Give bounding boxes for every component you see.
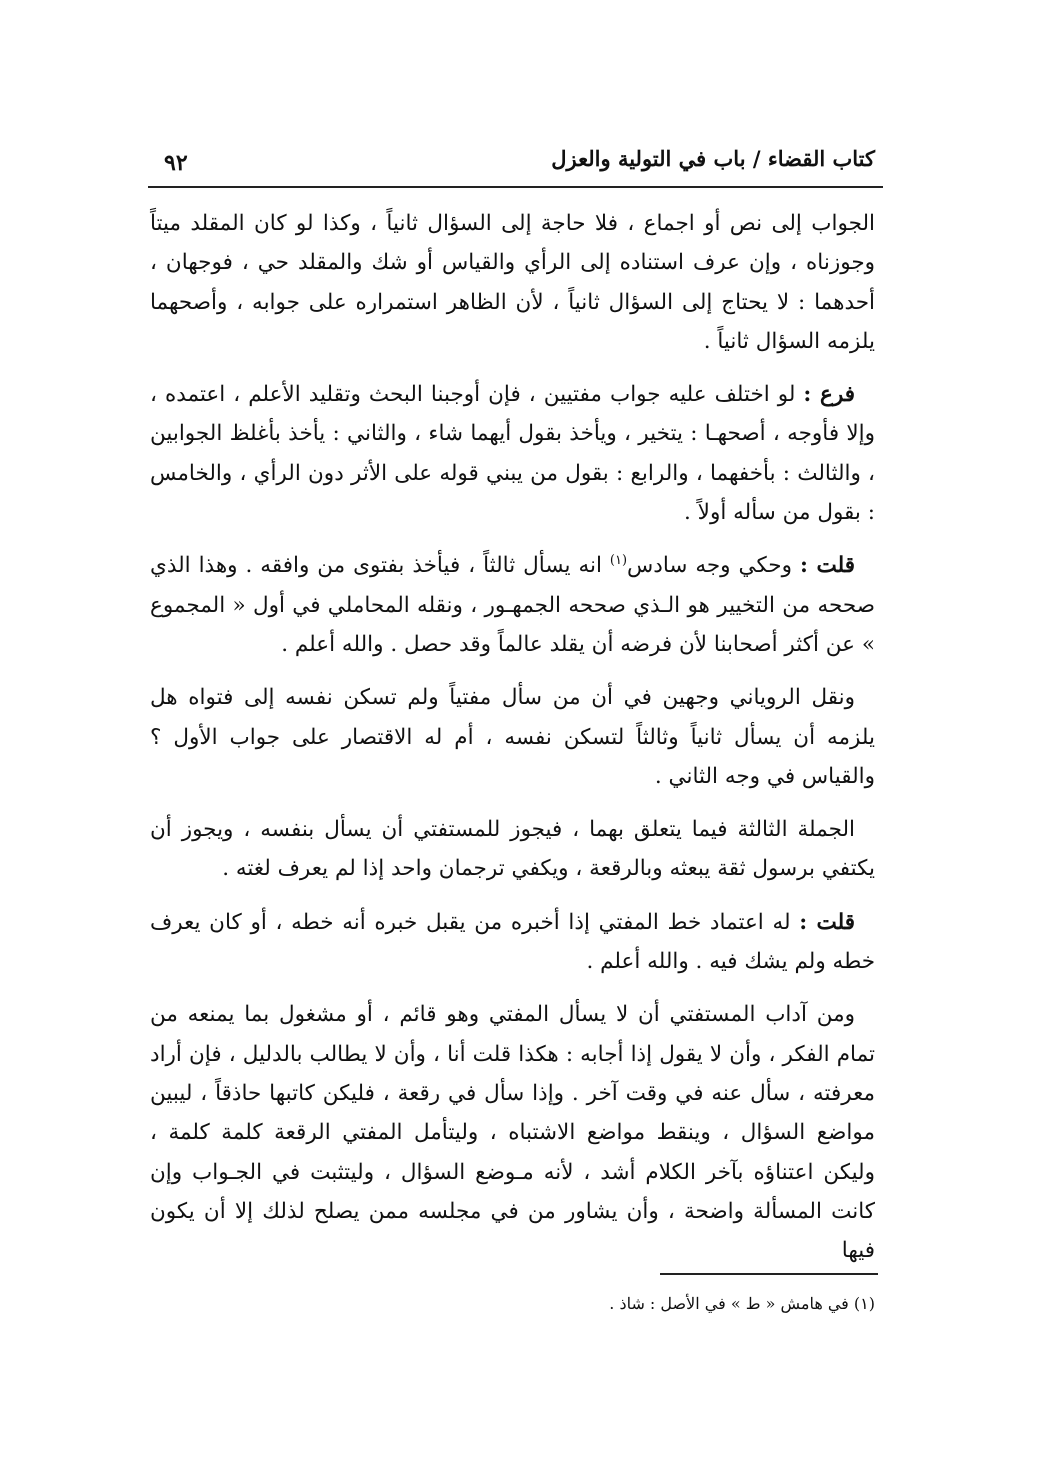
footnote-divider — [660, 1273, 878, 1275]
paragraph-text-before-note: وحكي وجه سادس — [627, 553, 800, 579]
paragraph-text: انه يسأل ثالثاً ، فيأخذ بفتوى من وافقه . وهذا الذي صححه من التخيير هو الـذي صححه الجمهـور ، ونقله المحاملي في أول « المجموع » عن أكثر أصحابنا لأن فرضه أن يقلد عالماً وقد حصل . والله أعلم . — [150, 553, 875, 657]
paragraph-lead: قلت : — [799, 909, 855, 935]
paragraph-text: ومن آداب المستفتي أن لا يسأل المفتي وهو قائم ، أو مشغول بما يمنعه من تمام الفكر ، وأن لا يقول إذا أجابه : هكذا قلت أنا ، وأن لا يطالب بالدليل ، فإن أراد معرفته ، سأل عنه في وقت آخر . وإذا سأل في رقعة ، فليكن كاتبها حاذقاً ، ليبين مواضع السؤال ، وينقط مواضع الاشتباه ، وليتأمل المفتي الرقعة كلمة كلمة ، وليكن اعتناؤه بآخر الكلام أشد ، لأنه مـوضع السؤال ، وليتثبت في الجـواب وإن كانت المسألة واضحة ، وأن يشاور من في مجلسه ممن يصلح لذلك إلا أن يكون فيها — [150, 1002, 875, 1264]
footnote — [150, 1292, 875, 1316]
page-number: ٩٢ — [164, 150, 188, 176]
paragraph-5 — [150, 810, 875, 889]
paragraph-6 — [150, 903, 875, 982]
body-text — [150, 204, 875, 1284]
paragraph-text: الجملة الثالثة فيما يتعلق بهما ، فيجوز للمستفتي أن يسأل بنفسه ، ويجوز أن يكتفي برسول ثقة يبعثه وبالرقعة ، ويكفي ترجمان واحد إذا لم يعرف لغته . — [150, 817, 875, 882]
paragraph-7 — [150, 995, 875, 1270]
page-header — [148, 140, 883, 188]
paragraph-lead: فرع : — [803, 382, 856, 408]
footnote-text: (١) في هامش « ط » في الأصل : شاذ . — [609, 1294, 875, 1313]
paragraph-1 — [150, 204, 875, 361]
paragraph-text: لو اختلف عليه جواب مفتيين ، فإن أوجبنا البحث وتقليد الأعلم ، اعتمده ، وإلا فأوجه ، أصحهـا : يتخير ، ويأخذ بقول أيهما شاء ، والثاني : يأخذ بأغلظ الجوابين ، والثالث : بأخفهما ، والرابع : بقول من يبني قوله على الأثر دون الرأي ، والخامس : بقول من سأله أولاً . — [150, 382, 875, 526]
paragraph-2 — [150, 375, 875, 532]
paragraph-4 — [150, 678, 875, 796]
paragraph-3 — [150, 546, 875, 664]
running-head: كتاب القضاء / باب في التولية والعزل — [551, 146, 875, 171]
paragraph-lead: قلت : — [799, 553, 855, 579]
paragraph-text: الجواب إلى نص أو اجماع ، فلا حاجة إلى السؤال ثانياً ، وكذا لو كان المقلد ميتاً وجوزناه ، وإن عرف استناده إلى الرأي والقياس أو شك والمقلد حي ، فوجهان ، أحدهما : لا يحتاج إلى السؤال ثانياً ، لأن الظاهر استمراره على جوابه ، وأصحهما يلزمه السؤال ثانياً . — [150, 211, 875, 354]
paragraph-text: ونقل الروياني وجهين في أن من سأل مفتياً ولم تسكن نفسه إلى فتواه هل يلزمه أن يسأل ثانياً وثالثاً لتسكن نفسه ، أم له الاقتصار على جواب الأول ؟ والقياس في وجه الثاني . — [150, 685, 875, 789]
footnote-reference: (١) — [609, 553, 628, 569]
paragraph-text: له اعتماد خط المفتي إذا أخبره من يقبل خبره أنه خطه ، أو كان يعرف خطه ولم يشك فيه . والله أعلم . — [150, 909, 875, 975]
